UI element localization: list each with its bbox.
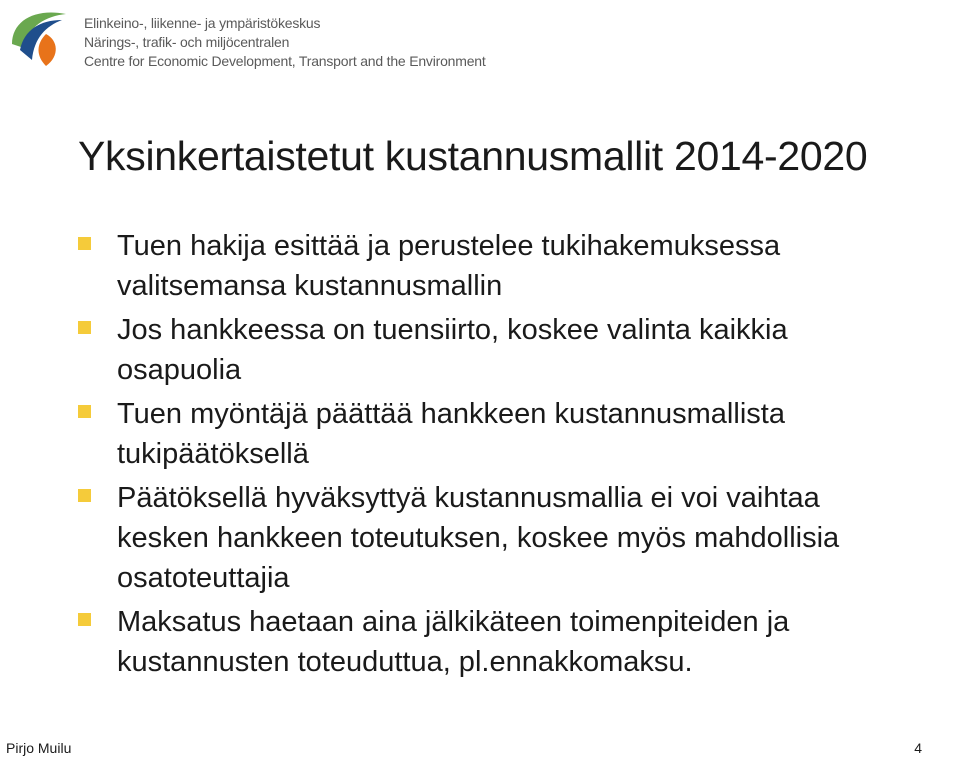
org-name-en: Centre for Economic Development, Transport and the Environment: [84, 53, 486, 69]
bullet-list: [78, 226, 948, 686]
bullet-line: Maksatus haetaan aina jälkikäteen toimenpiteiden ja: [117, 606, 790, 638]
bullet-line: kesken hankkeen toteutuksen, koskee myös mahdollisia: [117, 522, 840, 554]
ely-centre-logo-icon: [6, 4, 72, 70]
bullet-line: kustannusten toteuduttua, pl.ennakkomaksu.: [117, 646, 693, 678]
bullet-item: [78, 394, 948, 474]
bullet-text: [117, 602, 789, 682]
bullet-item: [78, 310, 948, 390]
org-header: [6, 4, 486, 74]
bullet-text: [117, 310, 788, 390]
bullet-item: [78, 478, 948, 598]
bullet-line: Tuen hakija esittää ja perustelee tukihakemuksessa: [117, 230, 781, 262]
bullet-text: [117, 478, 839, 598]
square-bullet-icon: [78, 321, 91, 334]
square-bullet-icon: [78, 613, 91, 626]
bullet-line: tukipäätöksellä: [117, 438, 309, 470]
page-number: 4: [914, 740, 922, 756]
bullet-line: Tuen myöntäjä päättää hankkeen kustannusmallista: [117, 398, 785, 430]
bullet-item: [78, 226, 948, 306]
bullet-text: [117, 394, 785, 474]
bullet-line: Päätöksellä hyväksyttyä kustannusmallia ei voi vaihtaa: [117, 482, 820, 514]
bullet-line: osapuolia: [117, 354, 242, 386]
square-bullet-icon: [78, 237, 91, 250]
bullet-line: valitsemansa kustannusmallin: [117, 270, 503, 302]
org-name-fi: Elinkeino-, liikenne- ja ympäristökeskus: [84, 15, 321, 31]
square-bullet-icon: [78, 405, 91, 418]
bullet-line: osatoteuttajia: [117, 562, 290, 594]
bullet-line: Jos hankkeessa on tuensiirto, koskee valinta kaikkia: [117, 314, 788, 346]
square-bullet-icon: [78, 489, 91, 502]
bullet-text: [117, 226, 780, 306]
org-names: [84, 14, 486, 71]
footer-author: Pirjo Muilu: [6, 740, 72, 756]
bullet-item: [78, 602, 948, 682]
org-name-sv: Närings-, trafik- och miljöcentralen: [84, 34, 290, 50]
slide-title: Yksinkertaistetut kustannusmallit 2014-2020: [78, 133, 868, 179]
